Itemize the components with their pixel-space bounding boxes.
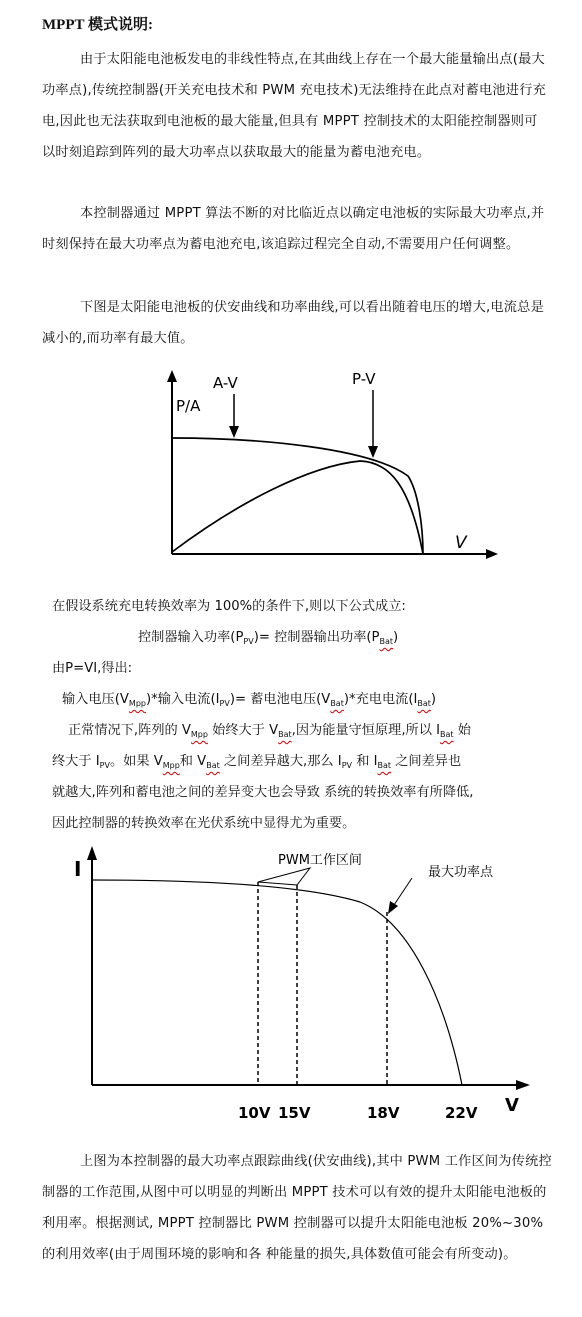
av-arrow-head <box>229 426 239 438</box>
pv-arrow-head <box>368 446 378 458</box>
pv-curve <box>172 461 423 554</box>
tick-22v: 22V <box>445 1104 478 1122</box>
tick-15v: 15V <box>278 1104 311 1122</box>
mpp-arrow-line <box>392 878 412 908</box>
page-title: MPPT 模式说明: <box>42 17 153 33</box>
pvi-line: 由P=VI,得出: <box>52 661 133 676</box>
av-curve <box>172 438 423 554</box>
tick-18v: 18V <box>367 1104 400 1122</box>
equation-1: 控制器输入功率$(P_{PV})=$ 控制器输出功率$(P_{Bat})$ <box>138 630 399 646</box>
paragraph-6: 上图为本控制器的最大功率点跟踪曲线(伏安曲线),其中 PWM 工作区间为传统控制器的工作范围,从图中可以明显的判断出 MPPT 技术可以有效的提升太阳能电池板的利用率。根据测试, MPPT 控制器比 PWM 控制器可以提升太阳能电池板 20%~30%的利用效率(由于周围环境的影响和各 种能量的损失,具体数值可能会有所变动)。 <box>42 1154 552 1262</box>
tick-10v: 10V <box>238 1104 271 1122</box>
pwm-label: PWM工作区间 <box>278 853 362 868</box>
chart1-ylabel: P/A <box>176 397 201 415</box>
pv-label: P-V <box>352 370 376 388</box>
paragraph-3: 下图是太阳能电池板的伏安曲线和功率曲线,可以看出随着电压的增大,电流总是减小的,而功率有最大值。 <box>42 300 544 346</box>
paragraph-5-line-1: 正常情况下,阵列的 $V_{Mpp}$ 始终大于 $V_{Bat}$,因为能量守恒原理,所以 $I_{Bat}$ 始 <box>68 723 471 739</box>
iv-curve <box>92 880 462 1085</box>
x-axis-arrow <box>486 549 498 559</box>
pwm-pointer <box>258 868 310 885</box>
x-axis-arrow <box>516 1080 530 1090</box>
av-label: A-V <box>213 374 238 392</box>
chart2-ylabel: I <box>74 857 82 881</box>
mpp-label: 最大功率点 <box>428 865 494 880</box>
paragraph-5-line-4: 因此控制器的转换效率在光伏系统中显得尤为重要。 <box>52 816 356 831</box>
paragraph-1: 由于太阳能电池板发电的非线性特点,在其曲线上存在一个最大能量输出点(最大功率点),传统控制器(开关充电技术和 PWM 充电技术)无法维持在此点对蓄电池进行充电,因此也无法获取到电池板的最大能量,但具有 MPPT 控制技术的太阳能控制器则可以时刻追踪到阵列的最大功率点以获取最大的能量为蓄电池充电。 <box>42 52 546 160</box>
mpp-arrow-head <box>388 901 398 914</box>
paragraph-4: 在假设系统充电转换效率为 100%的条件下,则以下公式成立: <box>52 599 406 614</box>
paragraph-2: 本控制器通过 MPPT 算法不断的对比临近点以确定电池板的实际最大功率点,并时刻保持在最大功率点为蓄电池充电,该追踪过程完全自动,不需要用户任何调整。 <box>42 206 545 252</box>
chart2-xlabel: V <box>505 1095 519 1116</box>
chart1-xlabel: V <box>455 533 467 553</box>
pv-av-chart <box>140 366 510 566</box>
equation-2: 输入电压$(V_{Mpp})*$输入电流$(I_{PV})=$ 蓄电池电压$(V_{Bat})*$充电电流$(I_{Bat})$ <box>62 692 437 708</box>
iv-mppt-chart <box>60 840 540 1130</box>
y-axis-arrow <box>167 370 177 382</box>
y-axis-arrow <box>87 846 97 860</box>
paragraph-5-line-2: 终大于 $I_{PV}$。如果 $V_{Mpp}$和 $V_{Bat}$ 之间差异越大,那么 $I_{PV}$ 和 $I_{Bat}$ 之间差异也 <box>52 754 462 770</box>
paragraph-5-line-3: 就越大,阵列和蓄电池之间的差异变大也会导致 系统的转换效率有所降低, <box>52 785 474 800</box>
